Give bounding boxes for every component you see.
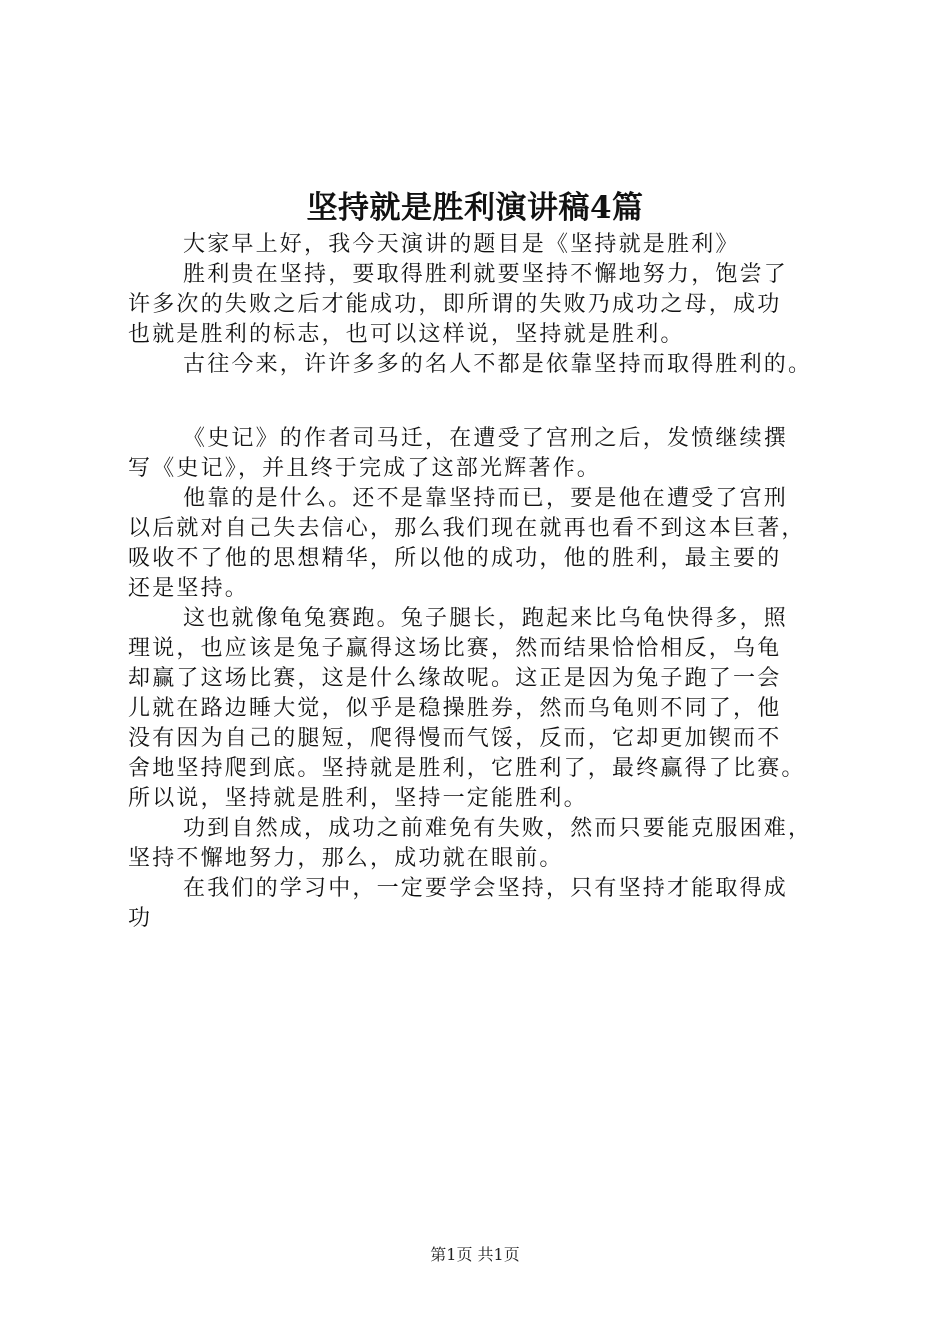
body-line: 吸收不了他的思想精华，所以他的成功，他的胜利，最主要的 <box>128 546 782 571</box>
body-line: 写《史记》，并且终于完成了这部光辉著作。 <box>128 456 602 481</box>
body-line: 理说，也应该是兔子赢得这场比赛，然而结果恰恰相反，乌龟 <box>128 636 782 661</box>
body-line: 坚持不懈地努力，那么，成功就在眼前。 <box>128 846 564 871</box>
body-line: 古往今来，许许多多的名人不都是依靠坚持而取得胜利的。 <box>183 352 813 377</box>
body-line: 胜利贵在坚持，要取得胜利就要坚持不懈地努力，饱尝了 <box>183 262 789 287</box>
body-line: 所以说，坚持就是胜利，坚持一定能胜利。 <box>128 786 588 811</box>
body-line: 也就是胜利的标志，也可以这样说，坚持就是胜利。 <box>128 322 685 347</box>
body-line: 儿就在路边睡大觉，似乎是稳操胜券，然而乌龟则不同了，他 <box>128 696 782 721</box>
body-line: 这也就像龟兔赛跑。兔子腿长，跑起来比乌龟快得多，照 <box>183 606 789 631</box>
body-line: 他靠的是什么。还不是靠坚持而已，要是他在遭受了宫刑 <box>183 486 789 511</box>
document-title: 坚持就是胜利演讲稿4篇 <box>306 190 644 226</box>
body-line: 以后就对自己失去信心，那么我们现在就再也看不到这本巨著， <box>128 516 806 541</box>
body-line: 《史记》的作者司马迁，在遭受了宫刑之后，发愤继续撰 <box>183 426 789 451</box>
blank-line <box>128 380 850 424</box>
body-line: 功 <box>128 906 153 931</box>
body-line: 许多次的失败之后才能成功，即所谓的失败乃成功之母，成功 <box>128 292 782 317</box>
body-line: 没有因为自己的腿短，爬得慢而气馁，反而，它却更加锲而不 <box>128 726 782 751</box>
body-line: 功到自然成，成功之前难免有失败，然而只要能克服困难， <box>183 816 813 841</box>
document-body <box>128 230 850 934</box>
body-line: 却赢了这场比赛，这是什么缘故呢。这正是因为兔子跑了一会 <box>128 666 782 691</box>
body-line: 在我们的学习中，一定要学会坚持，只有坚持才能取得成 <box>183 876 789 901</box>
body-line: 大家早上好，我今天演讲的题目是《坚持就是胜利》 <box>183 232 740 257</box>
page-footer: 第1页 共1页 <box>430 1245 520 1264</box>
body-line: 还是坚持。 <box>128 576 250 601</box>
body-line: 舍地坚持爬到底。坚持就是胜利，它胜利了，最终赢得了比赛。 <box>128 756 806 781</box>
